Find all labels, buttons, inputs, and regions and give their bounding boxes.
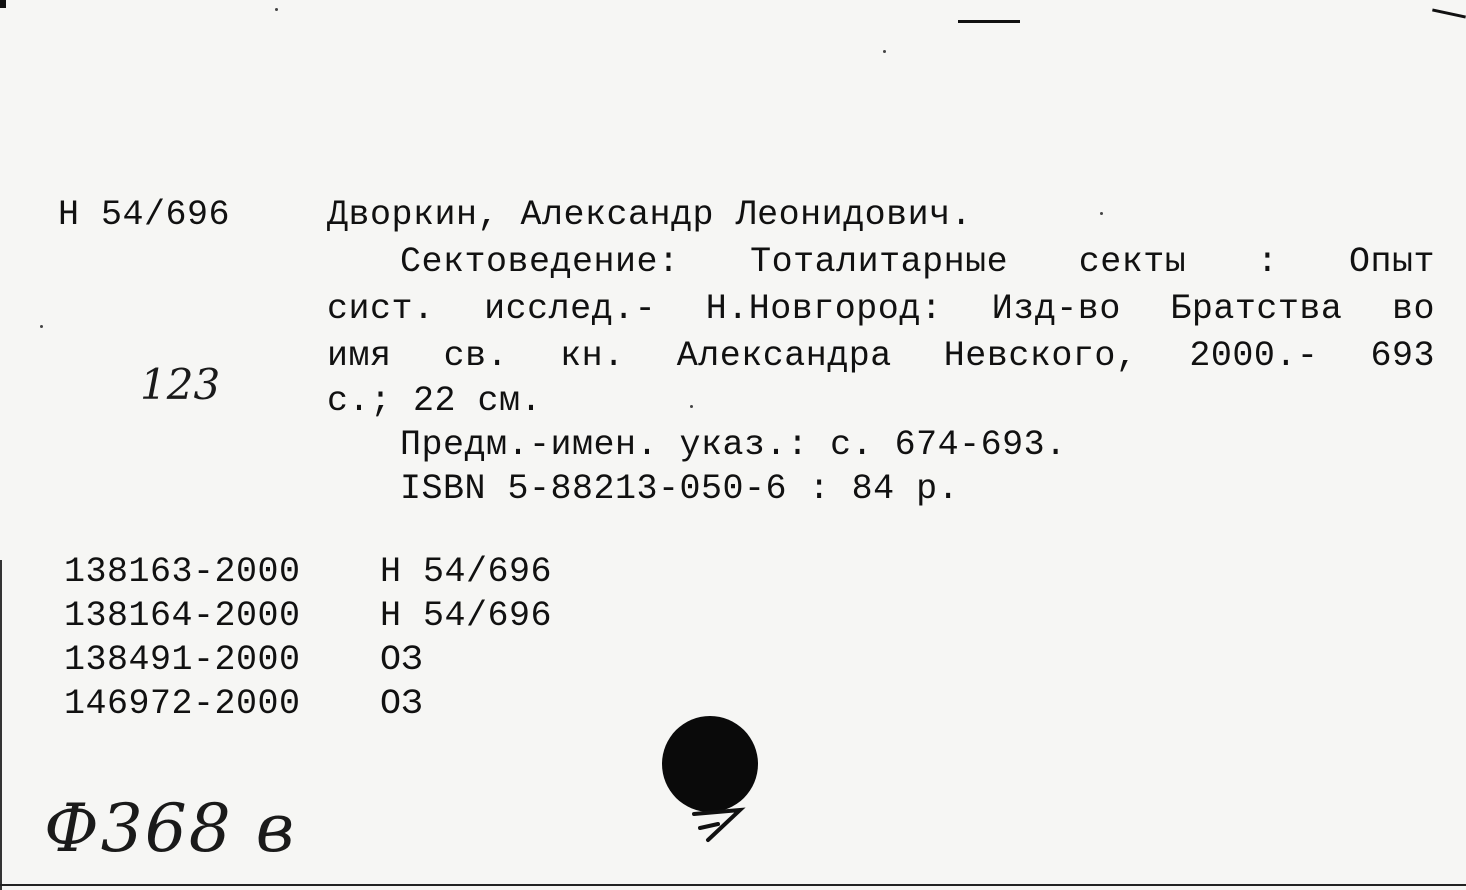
shelf-location: Н 54/696 bbox=[380, 552, 553, 592]
shelf-location: ОЗ bbox=[380, 684, 424, 724]
speck bbox=[883, 50, 886, 53]
top-dash-mark bbox=[958, 20, 1020, 23]
isbn-line: ISBN 5-88213-050-6 : 84 р. bbox=[400, 469, 960, 509]
index-note: Предм.-имен. указ.: с. 674-693. bbox=[400, 425, 1067, 465]
holdings-row bbox=[64, 550, 552, 594]
holdings-row bbox=[64, 682, 552, 726]
punch-tear-mark bbox=[690, 806, 750, 846]
shelf-location: ОЗ bbox=[380, 640, 424, 680]
speck bbox=[40, 325, 43, 328]
corner-mark-top-left bbox=[0, 0, 6, 8]
accession-number: 138164-2000 bbox=[64, 596, 301, 636]
title-line: с.; 22 см. bbox=[327, 381, 543, 421]
author-heading: Дворкин, Александр Леонидович. bbox=[327, 195, 973, 235]
holdings-list bbox=[64, 550, 552, 726]
title-line: Сектоведение: Тоталитарные секты : Опыт bbox=[400, 242, 1435, 282]
title-line: имя св. кн. Александра Невского, 2000.- 693 bbox=[327, 336, 1435, 376]
speck bbox=[275, 8, 278, 11]
shelf-location: Н 54/696 bbox=[380, 596, 553, 636]
corner-mark-top-right bbox=[1432, 8, 1466, 18]
left-edge-line bbox=[0, 560, 2, 890]
holdings-row bbox=[64, 594, 552, 638]
punch-hole bbox=[662, 716, 758, 812]
accession-number: 138491-2000 bbox=[64, 640, 301, 680]
title-line: сист. исслед.- Н.Новгород: Изд-во Братства во bbox=[327, 289, 1435, 329]
holdings-row bbox=[64, 638, 552, 682]
call-number: Н 54/696 bbox=[58, 195, 231, 235]
handwritten-inventory-mark: Ф368 в bbox=[44, 790, 297, 867]
bibliographic-entry bbox=[327, 192, 1435, 511]
accession-number: 146972-2000 bbox=[64, 684, 301, 724]
handwritten-mark: 123 bbox=[140, 360, 221, 409]
accession-number: 138163-2000 bbox=[64, 552, 301, 592]
bottom-edge-line bbox=[0, 884, 1466, 886]
